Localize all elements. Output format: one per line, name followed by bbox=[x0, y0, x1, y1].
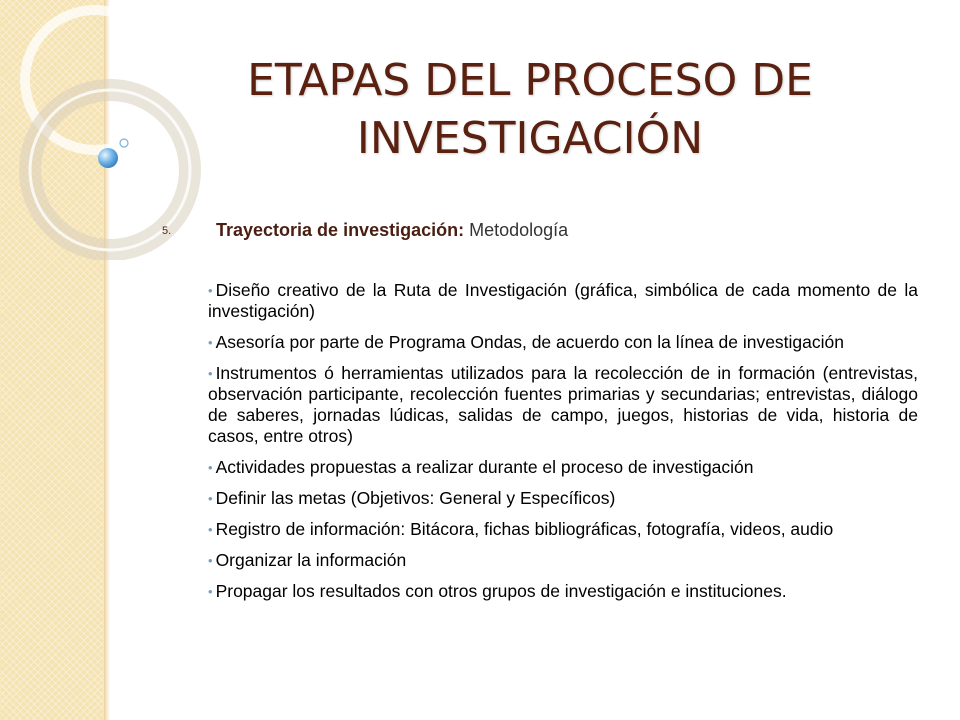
slide-title bbox=[170, 52, 890, 168]
bullet-dot-icon: • bbox=[208, 522, 213, 537]
bullet-item bbox=[208, 280, 918, 322]
title-line-1: ETAPAS DEL PROCESO DE bbox=[247, 55, 813, 106]
bullet-item bbox=[208, 363, 918, 447]
bullet-text: Propagar los resultados con otros grupos de investigación e instituciones. bbox=[215, 581, 787, 601]
bullet-text: Registro de información: Bitácora, fichas bibliográficas, fotografía, videos, audio bbox=[215, 519, 834, 539]
bullet-item bbox=[208, 519, 918, 540]
bullet-item bbox=[208, 457, 918, 478]
bullet-dot-icon: • bbox=[208, 366, 213, 381]
bullet-dot-icon: • bbox=[208, 584, 213, 599]
item-heading: Trayectoria de investigación: bbox=[216, 220, 465, 240]
bullet-text: Asesoría por parte de Programa Ondas, de acuerdo con la línea de investigación bbox=[215, 332, 844, 352]
small-bubble-icon bbox=[120, 139, 128, 147]
blue-bubble-icon bbox=[98, 148, 118, 168]
bullet-dot-icon: • bbox=[208, 553, 213, 568]
numbered-item bbox=[162, 220, 922, 241]
bullet-text: Diseño creativo de la Ruta de Investigación (gráfica, simbólica de cada momento de la investigación) bbox=[208, 280, 918, 321]
bullet-text: Organizar la información bbox=[215, 550, 407, 570]
item-number: 5. bbox=[162, 225, 172, 238]
bullet-text: Definir las metas (Objetivos: General y Específicos) bbox=[215, 488, 616, 508]
bullet-text: Actividades propuestas a realizar durante el proceso de investigación bbox=[215, 457, 754, 477]
bullet-item bbox=[208, 581, 918, 602]
bullet-list bbox=[208, 280, 918, 612]
title-line-2: INVESTIGACIÓN bbox=[356, 113, 704, 164]
bullet-item bbox=[208, 332, 918, 353]
bullet-item bbox=[208, 550, 918, 571]
bullet-item bbox=[208, 488, 918, 509]
bullet-dot-icon: • bbox=[208, 283, 213, 298]
bullet-dot-icon: • bbox=[208, 491, 213, 506]
bullet-dot-icon: • bbox=[208, 460, 213, 475]
item-text: Metodología bbox=[464, 220, 569, 240]
bullet-text: Instrumentos ó herramientas utilizados para la recolección de in formación (entrevistas, observación participante, recolección fuentes primarias y secundarias; entrevistas, diálogo de saberes, jornadas lúdicas, salidas de campo, juegos, historias de vida, historia de casos, entre otros) bbox=[208, 363, 918, 446]
bullet-dot-icon: • bbox=[208, 335, 213, 350]
